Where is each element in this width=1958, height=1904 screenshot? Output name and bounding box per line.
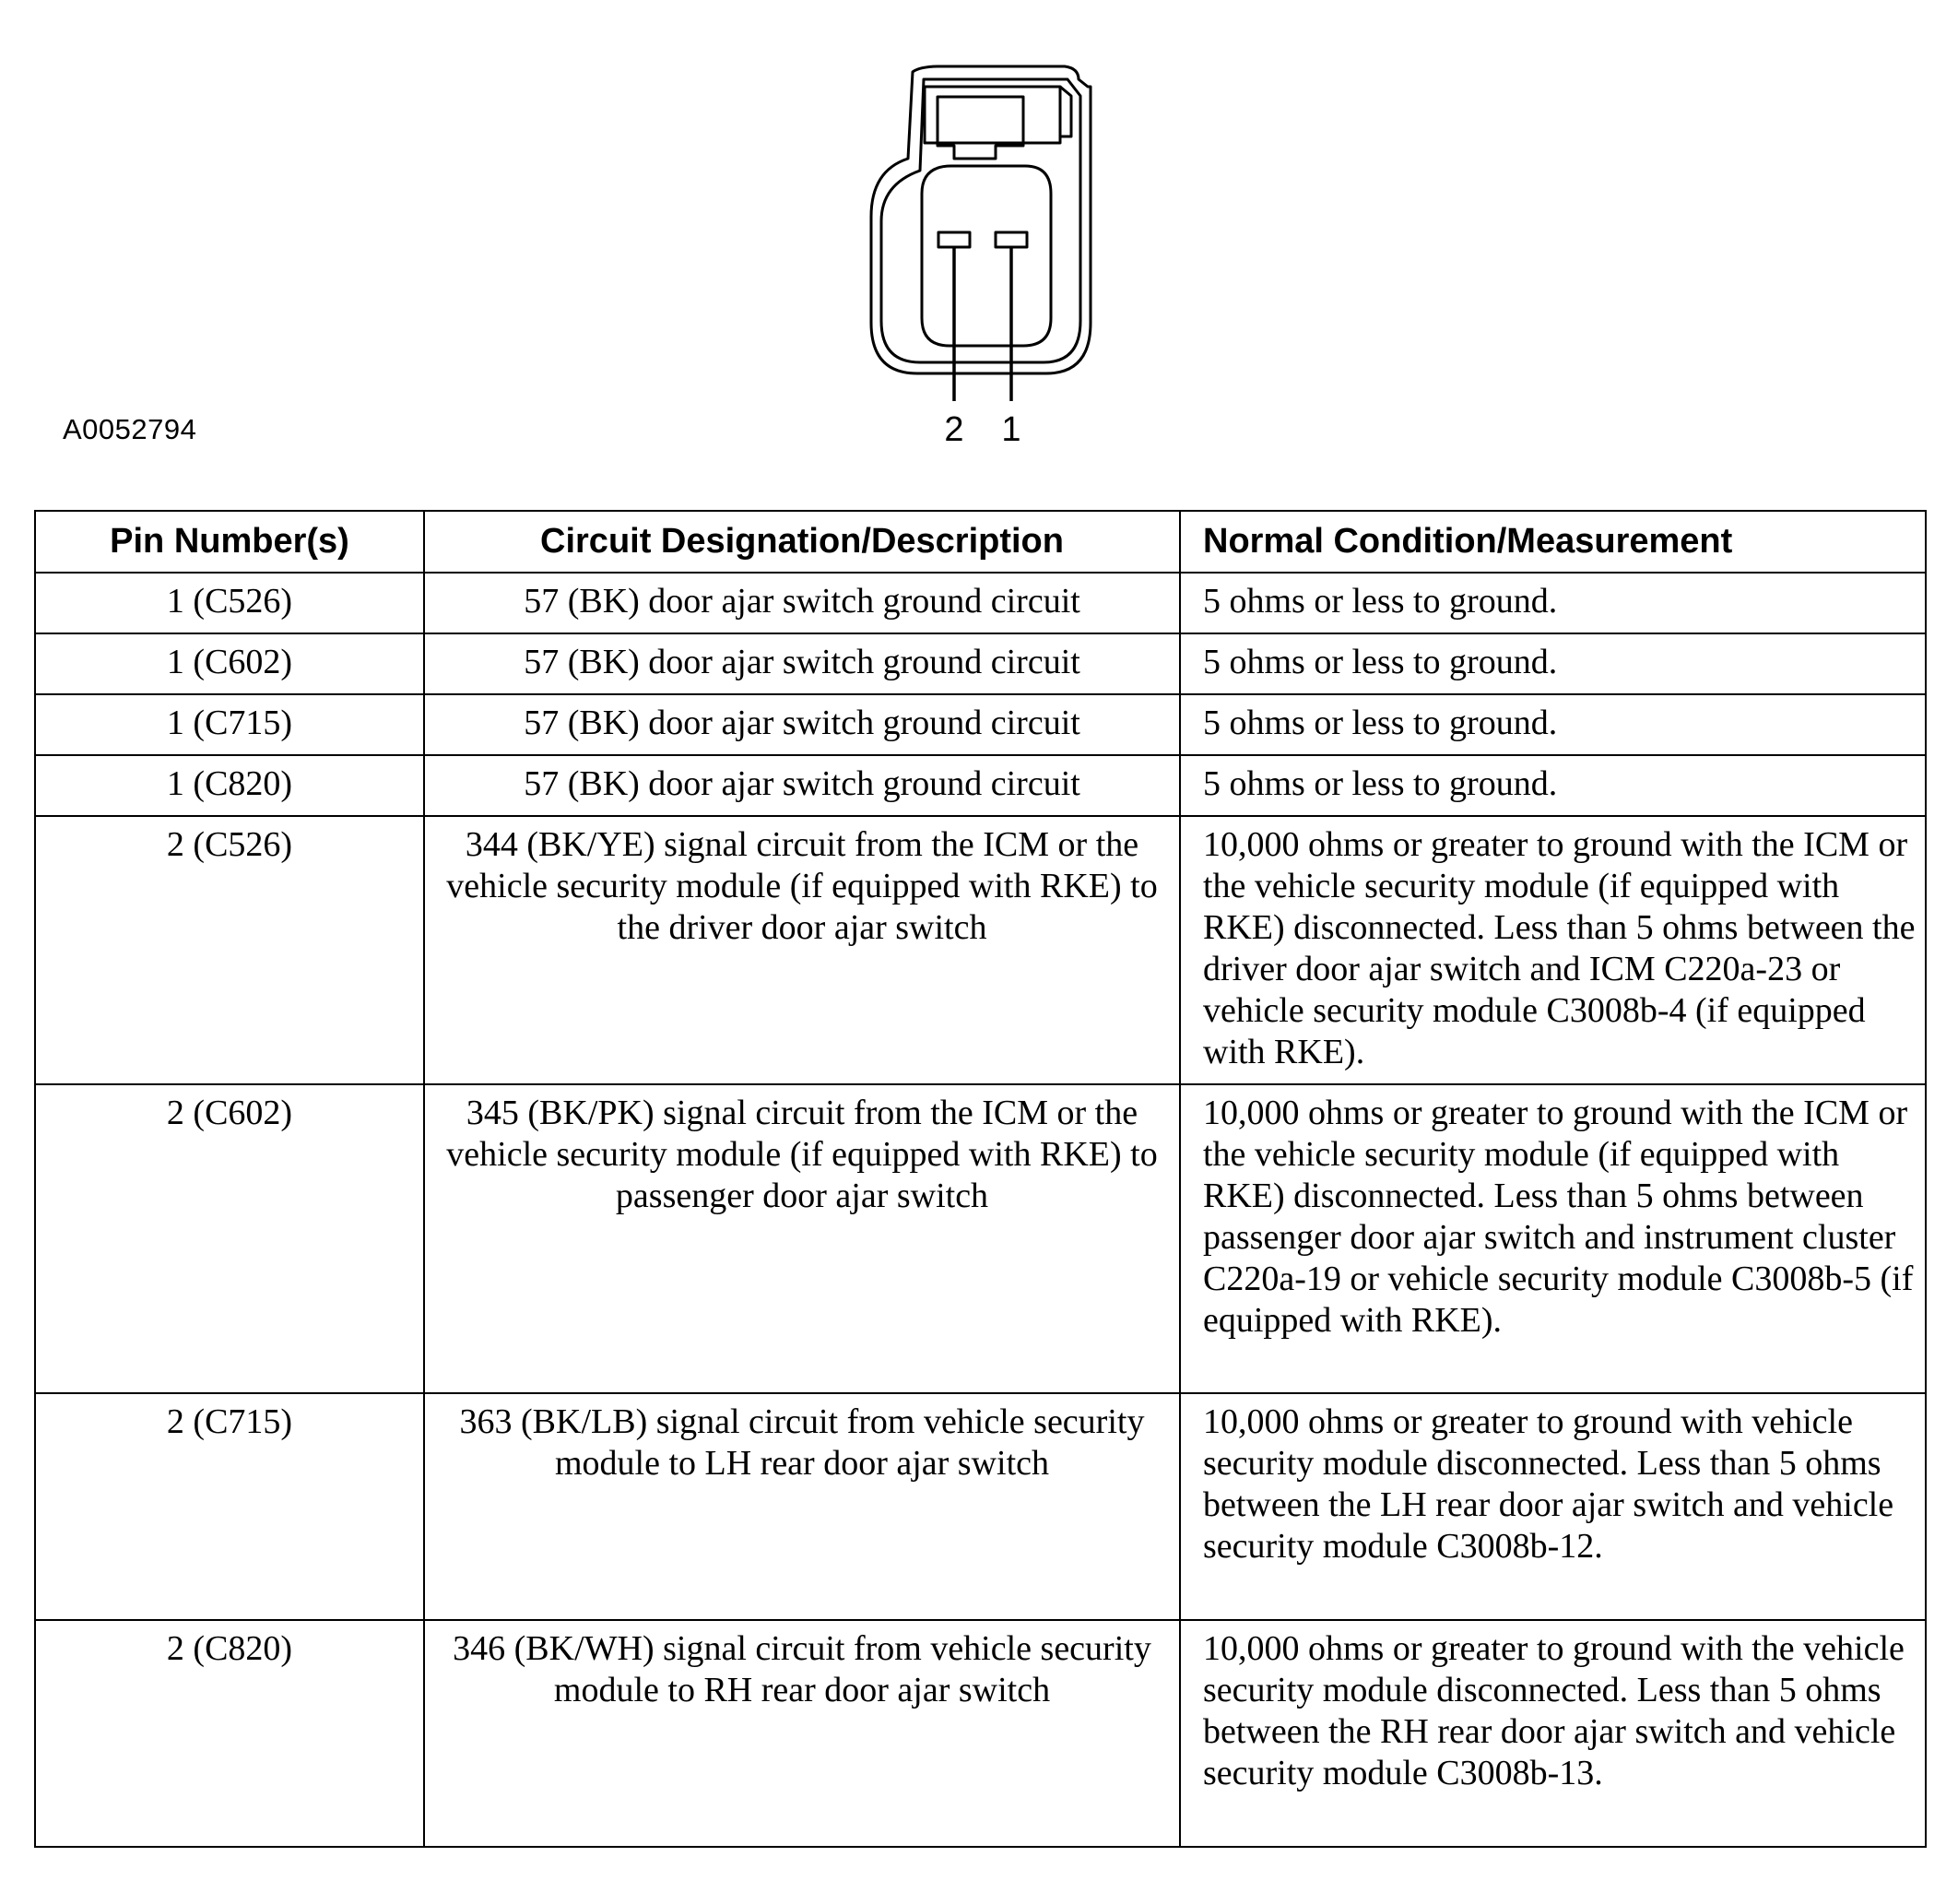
table-row [35,633,1926,694]
pin-cell: 1 (C820) [35,755,424,816]
measurement-cell: 10,000 ohms or greater to ground with the ICM or the vehicle security module (if equipped with RKE) disconnected. Less than 5 ohms between the driver door ajar switch and ICM C220a-23 or vehicle security module C3008b-4 (if equipped with RKE). [1180,816,1926,1084]
header-normal-condition: Normal Condition/Measurement [1180,511,1926,573]
measurement-cell: 5 ohms or less to ground. [1180,573,1926,633]
description-cell: 57 (BK) door ajar switch ground circuit [424,573,1180,633]
measurement-cell: 5 ohms or less to ground. [1180,694,1926,755]
table-row [35,694,1926,755]
measurement-cell: 5 ohms or less to ground. [1180,755,1926,816]
pin-cell: 2 (C715) [35,1393,424,1620]
table-row [35,755,1926,816]
table-row [35,1620,1926,1847]
pin-cell: 1 (C602) [35,633,424,694]
pin-cell: 2 (C526) [35,816,424,1084]
pin-cell: 1 (C715) [35,694,424,755]
pin-2-label: 2 [944,410,964,449]
header-circuit-description: Circuit Designation/Description [424,511,1180,573]
pin-1-label: 1 [1001,410,1021,449]
pin-cell: 2 (C602) [35,1084,424,1393]
measurement-cell: 5 ohms or less to ground. [1180,633,1926,694]
pin-cell: 2 (C820) [35,1620,424,1847]
figure-code: A0052794 [63,413,197,445]
description-cell: 57 (BK) door ajar switch ground circuit [424,694,1180,755]
table-row [35,573,1926,633]
description-cell: 345 (BK/PK) signal circuit from the ICM or the vehicle security module (if equipped with RKE) to passenger door ajar switch [424,1084,1180,1393]
table-header-row [35,511,1926,573]
connector-face-diagram [830,55,1125,461]
pin-measurement-table [34,510,1927,1848]
table-row [35,1393,1926,1620]
description-cell: 363 (BK/LB) signal circuit from vehicle security module to LH rear door ajar switch [424,1393,1180,1620]
header-pin-numbers: Pin Number(s) [35,511,424,573]
description-cell: 57 (BK) door ajar switch ground circuit [424,755,1180,816]
measurement-cell: 10,000 ohms or greater to ground with the vehicle security module disconnected. Less than 5 ohms between the RH rear door ajar switch and vehicle security module C3008b-13. [1180,1620,1926,1847]
table-row [35,1084,1926,1393]
measurement-cell: 10,000 ohms or greater to ground with the ICM or the vehicle security module (if equipped with RKE) disconnected. Less than 5 ohms between passenger door ajar switch and instrument cluster C220a-19 or vehicle security module C3008b-5 (if equipped with RKE). [1180,1084,1926,1393]
table-row [35,816,1926,1084]
description-cell: 346 (BK/WH) signal circuit from vehicle security module to RH rear door ajar switch [424,1620,1180,1847]
description-cell: 344 (BK/YE) signal circuit from the ICM or the vehicle security module (if equipped with RKE) to the driver door ajar switch [424,816,1180,1084]
measurement-cell: 10,000 ohms or greater to ground with vehicle security module disconnected. Less than 5 ohms between the LH rear door ajar switch and vehicle security module C3008b-12. [1180,1393,1926,1620]
description-cell: 57 (BK) door ajar switch ground circuit [424,633,1180,694]
pin-cell: 1 (C526) [35,573,424,633]
